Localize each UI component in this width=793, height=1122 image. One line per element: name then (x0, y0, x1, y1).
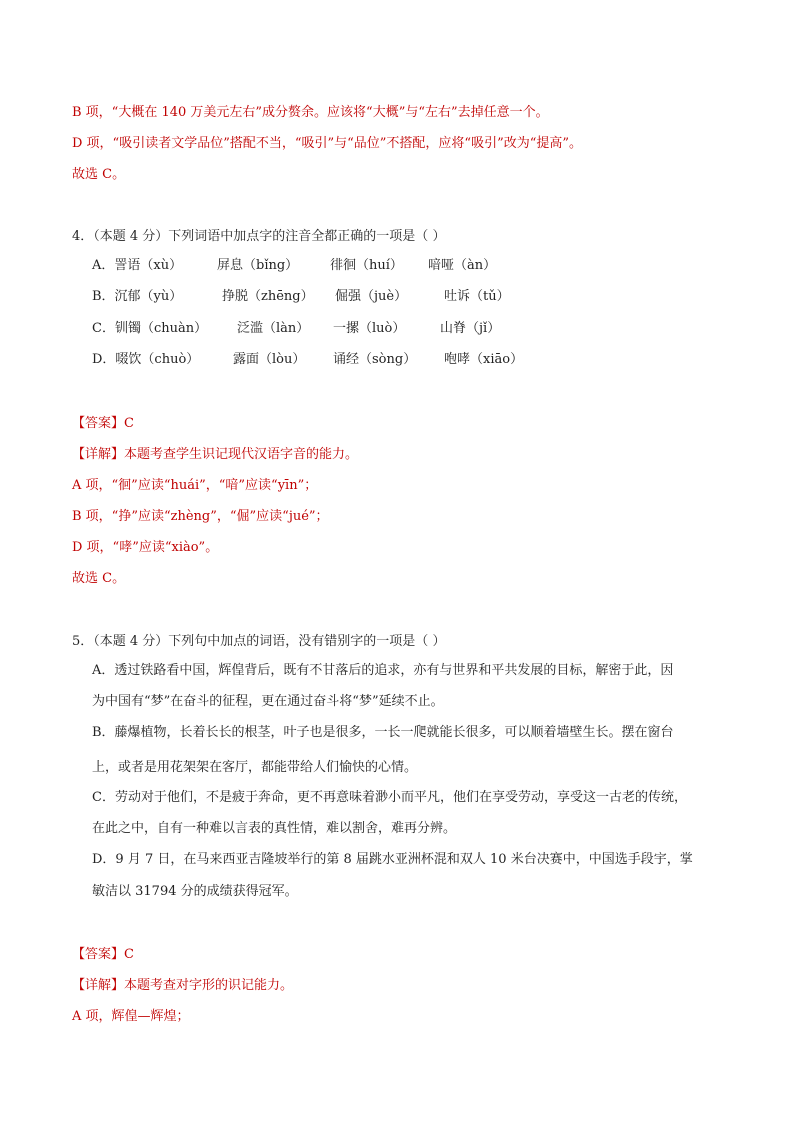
q5-note-a: A 项，辉偟—辉煌； (72, 1009, 190, 1024)
q4-option-c-item-2: 泛滥（làn） (237, 321, 310, 336)
q4-option-c-item-1: C．钏镯（chuàn） (92, 321, 208, 336)
q4-option-d-item-2: 露面（lòu） (233, 352, 306, 367)
q5-detail (72, 977, 293, 995)
q5-option-c-line-2: 在此之中，自有一种难以言表的真性情，难以割舍，难再分辨。 (92, 821, 457, 836)
q4-option-a-item-3: 徘徊（huí） (330, 258, 403, 273)
q5-option-d-line-1: D．9 月 7 日，在马来西亚吉隆坡举行的第 8 届跳水亚洲杯混和双人 10 米台决赛中，中国选手段宇，掌 (92, 852, 693, 867)
q4-option-d-item-3: 诵经（sòng） (333, 352, 417, 367)
q5-option-a-line-1: A．透过铁路看中国，辉偟背后，既有不甘落后的追求，亦有与世界和平共发展的目标，解密于此，因 (92, 663, 674, 678)
q4-option-d-item-1: D．啜饮（chuò） (92, 352, 200, 367)
q4-note-b: B 项，“挣”应读“zhèng”，“倔”应读“jué”； (72, 509, 329, 524)
q5-answer-tag: 【答案】 (72, 947, 125, 962)
q5-answer (72, 946, 134, 964)
q4-answer-value: C (124, 416, 134, 431)
prev-explanation-b: B 项，“大概在 140 万美元左右”成分赘余。应该将“大概”与“左右”去掉任意一个。 (72, 105, 549, 120)
q4-option-a-item-4: 喑哑（àn） (428, 258, 497, 273)
prev-conclusion: 故选 C。 (72, 167, 126, 182)
q4-option-b-item-1: B．沉郁（yù） (92, 289, 183, 304)
q4-stem: 4．（本题 4 分）下列词语中加点字的注音全都正确的一项是（ ） (72, 229, 446, 244)
q4-detail-tag: 【详解】 (72, 447, 125, 462)
q4-conclusion: 故选 C。 (72, 571, 126, 586)
q5-option-b-line-1: B．藤爆植物，长着长长的根茎，叶子也是很多，一长一爬就能长很多，可以顺着墙壁生长。摆在窗台 (92, 725, 674, 740)
q4-option-a-item-1: A．詈语（xù） (92, 258, 183, 273)
q5-detail-text: 本题考查对字形的识记能力。 (124, 978, 294, 993)
q4-detail-text: 本题考查学生识记现代汉语字音的能力。 (124, 447, 359, 462)
q4-option-c-item-4: 山脊（jǐ） (440, 321, 501, 336)
q5-stem: 5．（本题 4 分）下列句中加点的词语，没有错别字的一项是（ ） (72, 634, 446, 649)
q4-answer-tag: 【答案】 (72, 416, 125, 431)
q4-option-b-item-2: 挣脱（zhēng） (222, 289, 314, 304)
q4-option-c-item-3: 一摞（luò） (333, 321, 406, 336)
q5-answer-value: C (124, 947, 134, 962)
q4-note-d: D 项，“哮”应读“xiào”。 (72, 540, 219, 555)
q5-option-c-line-1: C．劳动对于他们，不是疲于奔命，更不再意味着渺小而平凡，他们在享受劳动，享受这一古老的传统， (92, 790, 687, 805)
q4-option-a-item-2: 屏息（bǐng） (217, 258, 299, 273)
q5-option-b-line-2: 上，或者是用花架架在客厅，都能带给人们愉快的心情。 (92, 760, 418, 775)
q5-option-d-line-2: 敏洁以 31794 分的成绩获得冠军。 (92, 884, 298, 899)
q4-note-a: A 项，“徊”应读“huái”，“喑”应读“yīn”； (72, 478, 318, 493)
q4-option-b-item-3: 倔强（juè） (335, 289, 408, 304)
q5-option-a-line-2: 为中国有“梦”在奋斗的征程，更在通过奋斗将“梦”延续不止。 (92, 694, 444, 709)
q5-detail-tag: 【详解】 (72, 978, 125, 993)
prev-explanation-d: D 项，“吸引读者文学品位”搭配不当，“吸引”与“品位”不搭配，应将“吸引”改为“提高”。 (72, 136, 583, 151)
q4-option-b-item-4: 吐诉（tǔ） (444, 289, 510, 304)
q4-detail (72, 446, 358, 464)
q4-option-d-item-4: 咆哮（xiāo） (444, 352, 524, 367)
q4-answer (72, 415, 134, 433)
